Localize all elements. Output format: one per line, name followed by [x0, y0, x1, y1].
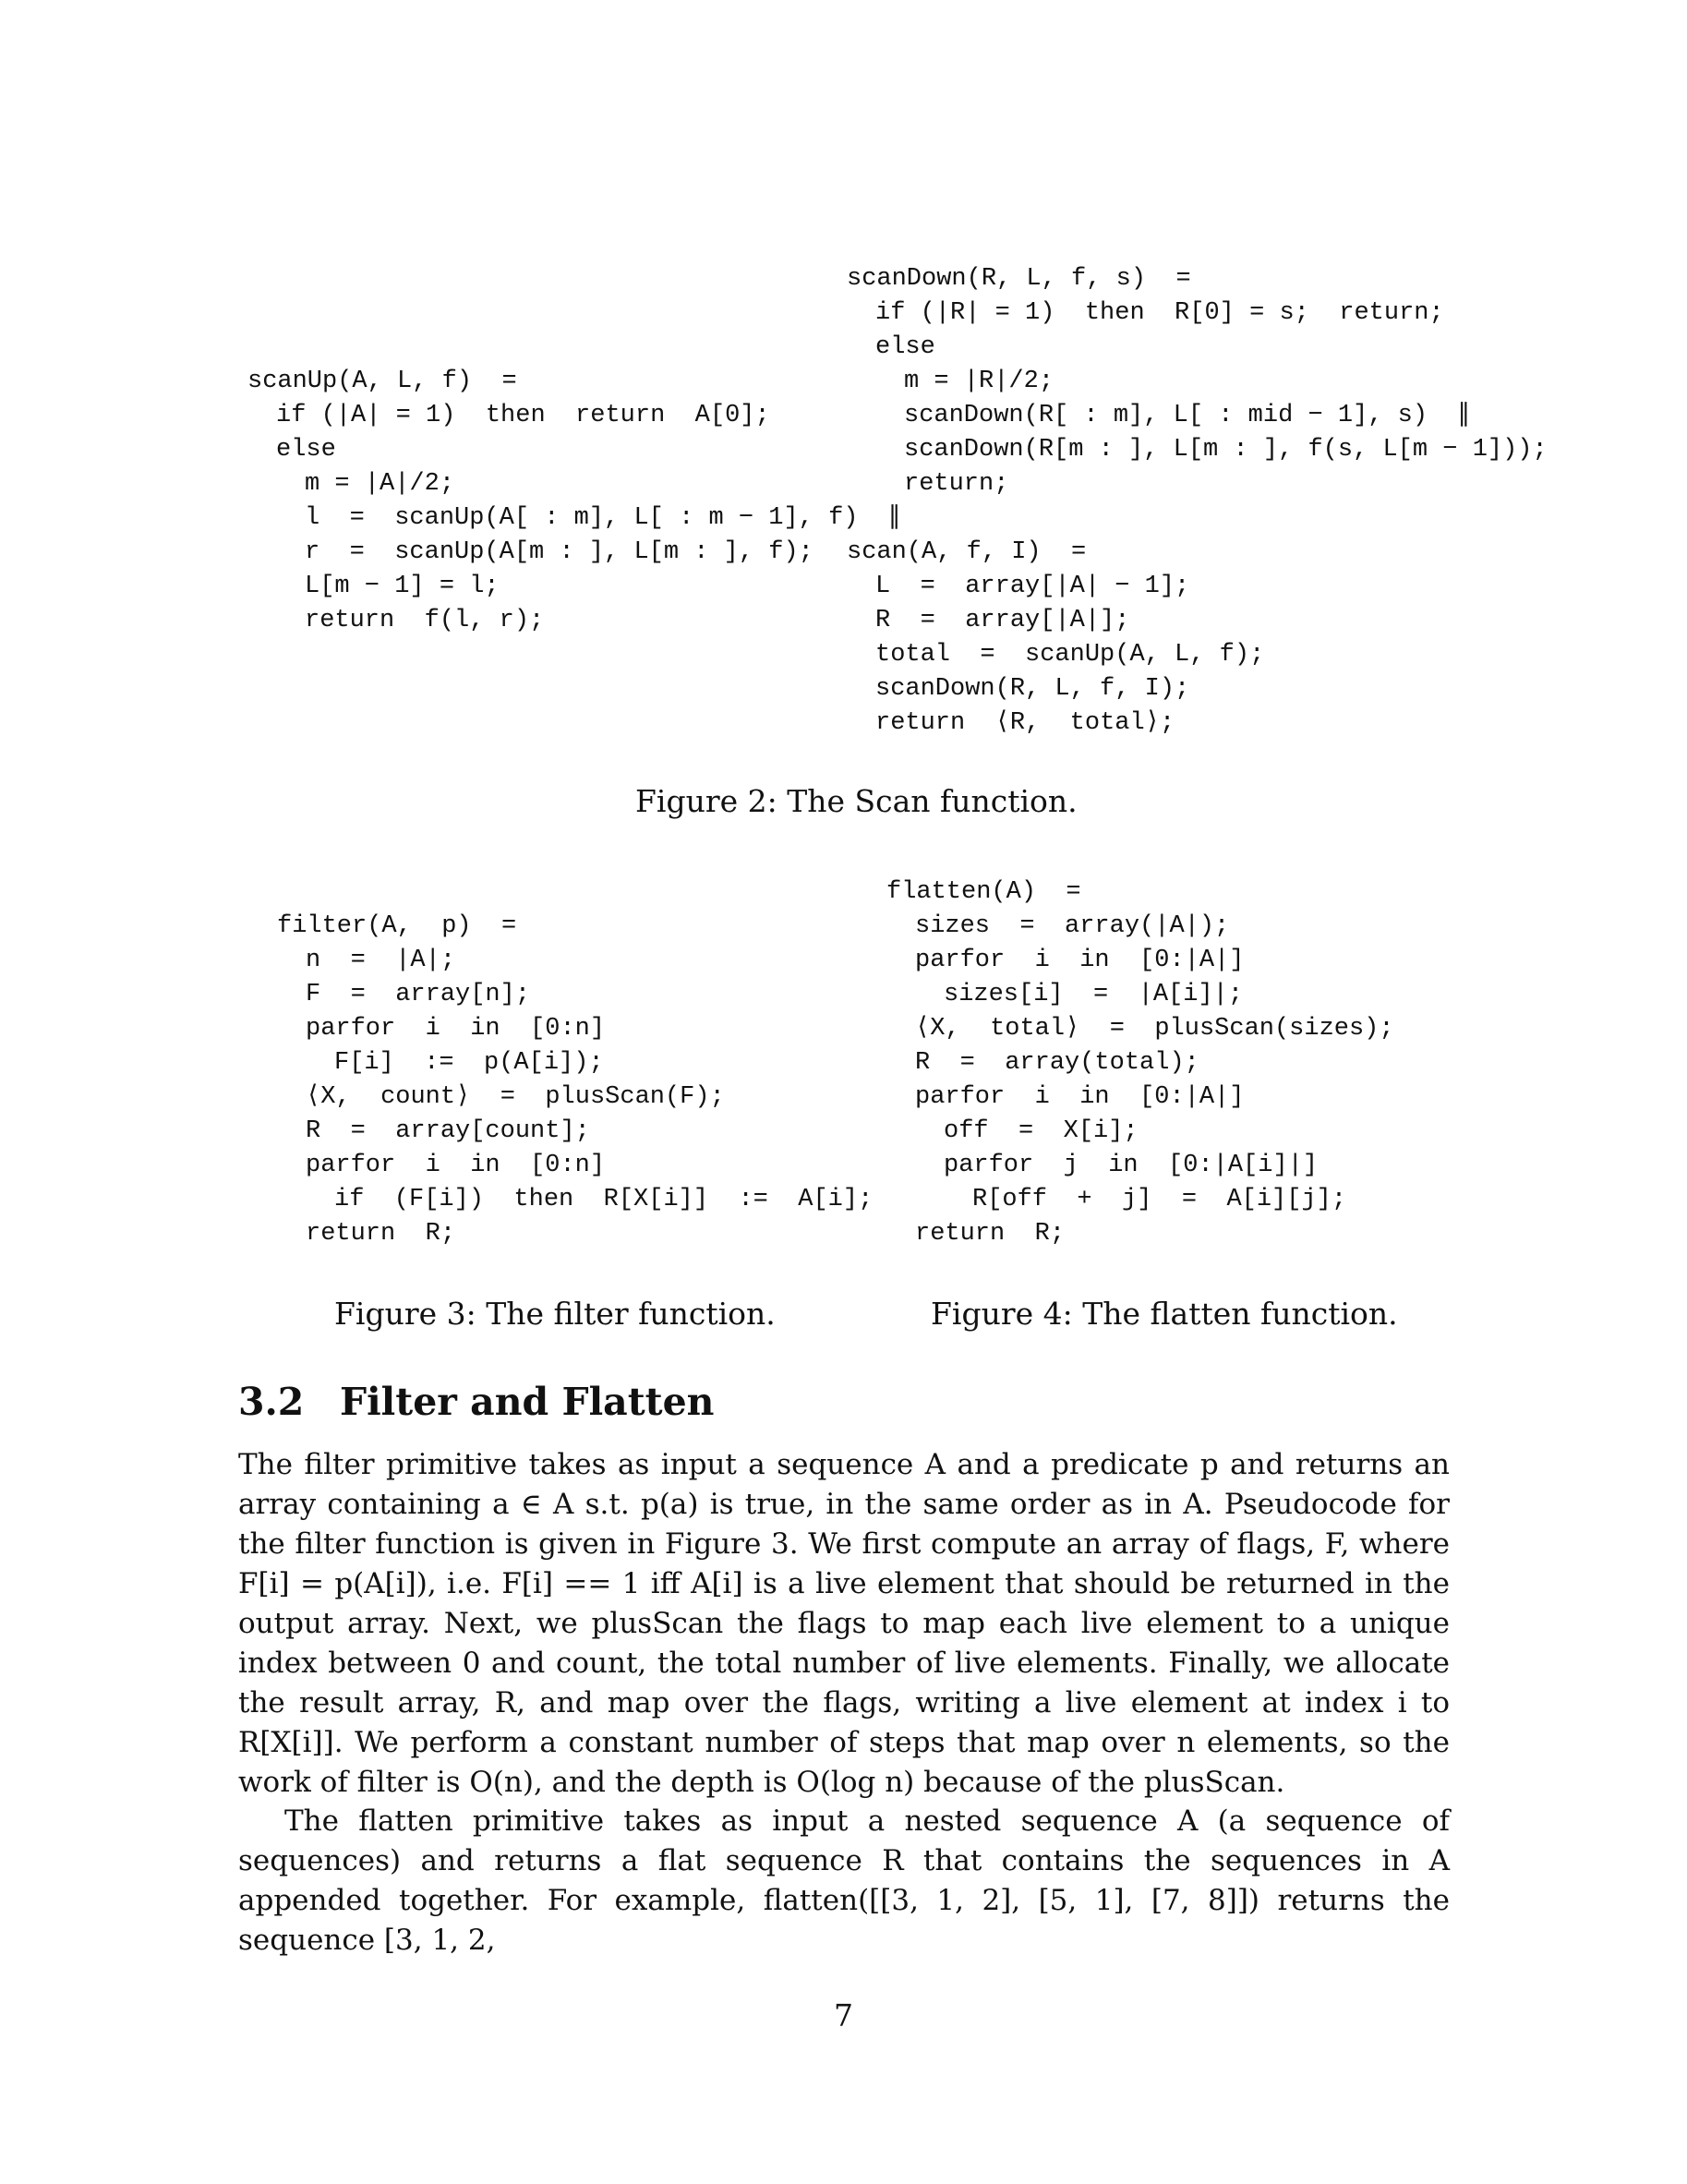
code-line: scanUp(A, L, f) = — [247, 368, 517, 395]
code-line: F = array[n]; — [306, 981, 531, 1008]
code-line: else — [276, 436, 336, 464]
code-line: return ⟨R, total⟩; — [875, 709, 1175, 737]
scan-code — [847, 536, 1264, 741]
page-number: 7 — [834, 1997, 853, 2033]
code-line: r = scanUp(A[m : ], L[m : ], f); — [305, 538, 813, 566]
figure-2-caption: Figure 2: The Scan function. — [635, 783, 1078, 819]
scan-down-code — [847, 262, 1548, 501]
code-line: m = |A|/2; — [305, 470, 455, 498]
code-line: R = array[count]; — [306, 1117, 590, 1145]
code-line: scanDown(R[ : m], L[ : mid − 1], s) ∥ — [904, 402, 1470, 429]
code-line: parfor i in [0:n] — [306, 1152, 606, 1179]
code-line: total = scanUp(A, L, f); — [875, 641, 1265, 669]
code-line: m = |R|/2; — [904, 368, 1054, 395]
code-line: scanDown(R[m : ], L[m : ], f(s, L[m − 1])); — [904, 436, 1548, 464]
filter-code — [277, 910, 873, 1251]
code-line: sizes = array(|A|); — [915, 912, 1230, 940]
section-number: 3.2 — [238, 1380, 305, 1424]
code-line: filter(A, p) = — [277, 912, 517, 940]
code-line: ⟨X, total⟩ = plusScan(sizes); — [915, 1015, 1394, 1043]
code-line: return R; — [915, 1220, 1066, 1248]
paragraph-filter: The filter primitive takes as input a sequence A and a predicate p and returns an array containing a ∈ A s.t. p(a) is true, in the same order as in A. Pseudocode for the filter function is given in Figure 3. We first compute an array of flags, F, where F[i] = p(A[i]), i.e. F[i] == 1 iff A[i] is a live element that should be returned in the output array. Next, we plusScan the flags to map each live element to a unique index between 0 and count, the total number of live elements. Finally, we allocate the result array, R, and map over the flags, writing a live element at index i to R[X[i]]. We perform a constant number of steps that map over n elements, so the work of filter is O(n), and the depth is O(log n) because of the plusScan. — [238, 1448, 1450, 1799]
code-line: scanDown(R, L, f, I); — [875, 675, 1190, 703]
figure-4-caption: Figure 4: The flatten function. — [931, 1296, 1398, 1332]
code-line: L[m − 1] = l; — [305, 573, 500, 600]
scan-up-code — [247, 365, 900, 638]
section-heading — [238, 1380, 715, 1424]
code-line: parfor j in [0:|A[i]|] — [944, 1152, 1319, 1179]
code-line: l = scanUp(A[ : m], L[ : m − 1], f) ∥ — [305, 504, 901, 532]
code-line: parfor i in [0:n] — [306, 1015, 606, 1043]
paragraph-flatten: The flatten primitive takes as input a nested sequence A (a sequence of sequences) and returns a flat sequence R that contains the sequences in A appended together. For example, flatten([[3, 1, 2], [5, 1], [7, 8]]) returns the sequence [3, 1, 2, — [238, 1804, 1450, 1957]
code-line: F[i] := p(A[i]); — [334, 1049, 604, 1077]
code-line: scan(A, f, I) = — [847, 538, 1087, 566]
code-line: scanDown(R, L, f, s) = — [847, 265, 1191, 293]
code-line: if (F[i]) then R[X[i]] := A[i]; — [334, 1186, 874, 1213]
code-line: return; — [904, 470, 1009, 498]
code-line: parfor i in [0:|A|] — [915, 947, 1245, 974]
code-line: if (|A| = 1) then return A[0]; — [276, 402, 770, 429]
flatten-code — [886, 875, 1394, 1251]
figure-3-caption: Figure 3: The filter function. — [334, 1296, 776, 1332]
code-line: return f(l, r); — [305, 607, 545, 634]
code-line: else — [875, 333, 935, 361]
code-line: ⟨X, count⟩ = plusScan(F); — [306, 1083, 725, 1111]
code-line: return R; — [306, 1220, 456, 1248]
code-line: if (|R| = 1) then R[0] = s; return; — [875, 299, 1444, 327]
code-line: off = X[i]; — [944, 1117, 1139, 1145]
section-title: Filter and Flatten — [340, 1380, 715, 1424]
code-line: flatten(A) = — [886, 878, 1081, 906]
code-line: R = array[|A|]; — [875, 607, 1130, 634]
code-line: R[off + j] = A[i][j]; — [972, 1186, 1347, 1213]
code-line: sizes[i] = |A[i]|; — [944, 981, 1244, 1008]
code-line: R = array(total); — [915, 1049, 1199, 1077]
code-line: n = |A|; — [306, 947, 456, 974]
code-line: L = array[|A| − 1]; — [875, 573, 1190, 600]
code-line: parfor i in [0:|A|] — [915, 1083, 1245, 1111]
